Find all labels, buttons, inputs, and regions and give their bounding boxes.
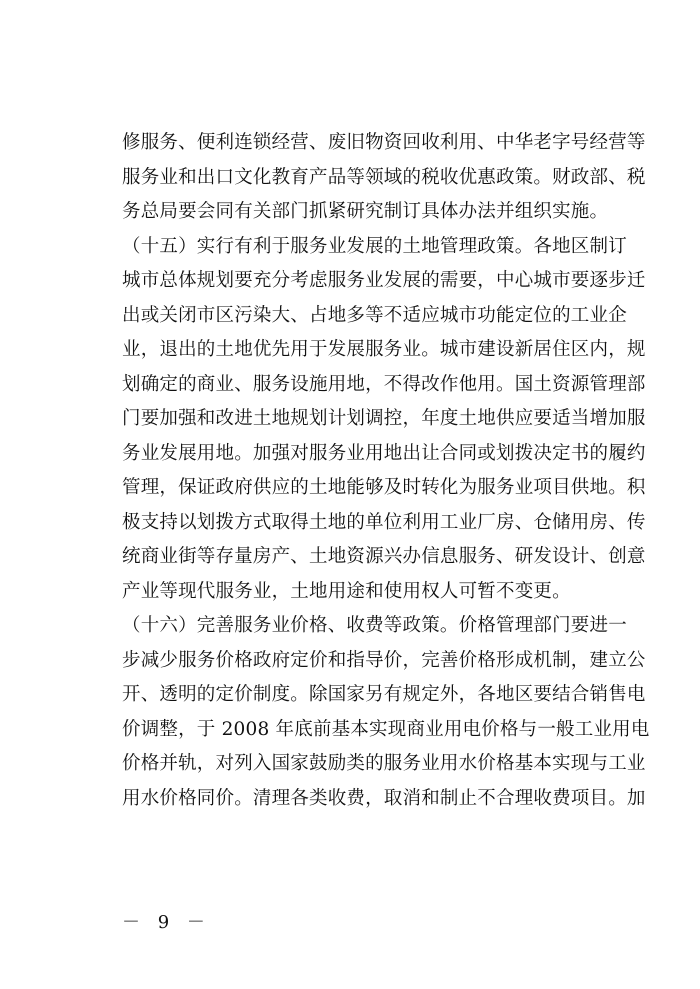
text-line: 价调整，于 2008 年底前基本实现商业用电价格与一般工业用电 bbox=[122, 718, 650, 740]
text-line: 用水价格同价。清理各类收费，取消和制止不合理收费项目。加 bbox=[122, 787, 646, 809]
text-line: 产业等现代服务业，土地用途和使用权人可暂不变更。 bbox=[122, 580, 571, 602]
text-line: 统商业街等存量房产、土地资源兴办信息服务、研发设计、创意 bbox=[122, 546, 646, 567]
text-line: 步减少服务价格政府定价和指导价，完善价格形成机制，建立公 bbox=[122, 649, 646, 671]
text-line: 出或关闭市区污染大、占地多等不适应城市功能定位的工业企 bbox=[122, 304, 627, 326]
text-line: 务业发展用地。加强对服务业用地出让合同或划拨决定书的履约 bbox=[122, 442, 646, 464]
text-line: 修服务、便利连锁经营、废旧物资回收利用、中华老字号经营等 bbox=[122, 132, 646, 153]
text-line: （十六）完善服务业价格、收费等政策。价格管理部门要进一 bbox=[122, 615, 627, 636]
text-line: 业，退出的土地优先用于发展服务业。城市建设新居住区内，规 bbox=[122, 339, 646, 360]
text-line: 门要加强和改进土地规划计划调控，年度土地供应要适当增加服 bbox=[122, 408, 646, 429]
text-line: 服务业和出口文化教育产品等领域的税收优惠政策。财政部、税 bbox=[122, 166, 646, 188]
text-line: （十五）实行有利于服务业发展的土地管理政策。各地区制订 bbox=[122, 235, 627, 257]
page-number: － 9 － bbox=[122, 912, 211, 933]
text-line: 务总局要会同有关部门抓紧研究制订具体办法并组织实施。 bbox=[122, 201, 609, 222]
text-line: 价格并轨，对列入国家鼓励类的服务业用水价格基本实现与工业 bbox=[122, 753, 646, 774]
body-text bbox=[122, 126, 650, 816]
text-line: 划确定的商业、服务设施用地，不得改作他用。国土资源管理部 bbox=[122, 373, 646, 395]
text-line: 极支持以划拨方式取得土地的单位利用工业厂房、仓储用房、传 bbox=[122, 511, 646, 533]
text-line: 开、透明的定价制度。除国家另有规定外，各地区要结合销售电 bbox=[122, 684, 646, 705]
text-line: 城市总体规划要充分考虑服务业发展的需要，中心城市要逐步迁 bbox=[122, 270, 646, 291]
text-line: 管理，保证政府供应的土地能够及时转化为服务业项目供地。积 bbox=[122, 477, 646, 498]
